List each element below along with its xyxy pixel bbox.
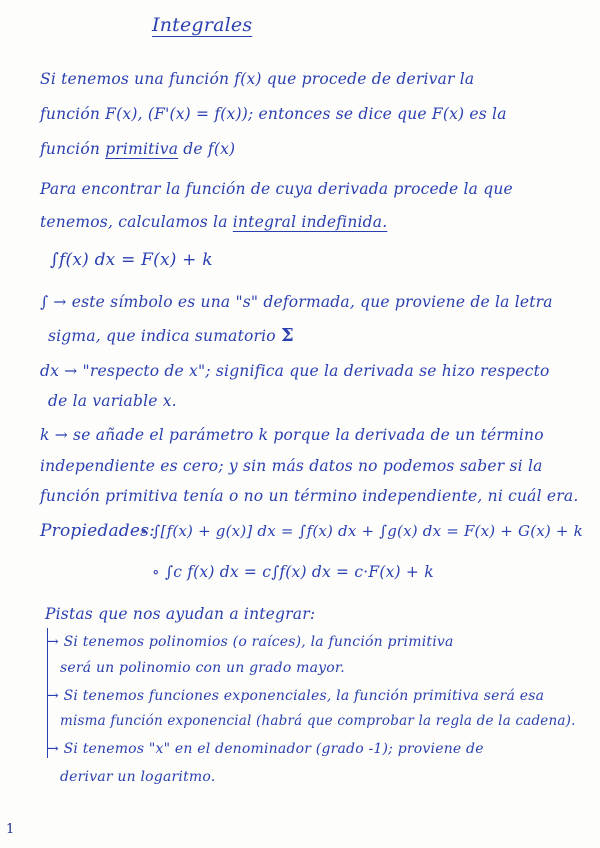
k-line-3: función primitiva tenía o no un término independiente, ni cuál era. [40,487,579,505]
sigma-symbol: Σ [280,325,294,346]
hint-3-line-2: derivar un logaritmo. [60,769,216,785]
primitiva-term: primitiva [105,140,179,158]
k-line-2: independiente es cero; y sin más datos no podemos saber si la [40,457,543,475]
dx-line-2: de la variable x. [48,392,177,410]
hint-2-line-1: → Si tenemos funciones exponenciales, la función primitiva será esa [47,688,545,704]
symbol-line-2-text: sigma, que indica sumatorio [48,327,276,345]
hint-1-line-2: será un polinomio con un grado mayor. [60,660,345,676]
property-2: ∘ ∫c f(x) dx = c∫f(x) dx = c·F(x) + k [152,563,434,581]
find-line-2-a: tenemos, calculamos la [40,213,228,231]
k-line-1: k → se añade el parámetro k porque la derivada de un término [40,426,544,444]
property-1: ∘ ∫[f(x) + g(x)] dx = ∫f(x) dx + ∫g(x) dx = F(x) + G(x) + k [140,522,583,540]
dx-line-1: dx → "respecto de x"; significa que la derivada se hizo respecto [40,362,550,380]
intro-line-1: Si tenemos una función f(x) que procede de derivar la [40,70,475,88]
hint-2-line-2: misma función exponencial (habrá que comprobar la regla de la cadena). [60,713,576,729]
intro-line-3-c: de f(x) [183,140,236,158]
integral-indefinida-term: integral indefinida. [232,213,388,231]
properties-label: Propiedades: [40,521,155,541]
hint-1-line-1: → Si tenemos polinomios (o raíces), la función primitiva [47,634,454,650]
intro-line-3 [40,140,235,158]
symbol-line-1: ∫ → este símbolo es una "s" deformada, que proviene de la letra [40,293,553,311]
hints-heading: Pistas que nos ayudan a integrar: [45,605,316,623]
find-line-1: Para encontrar la función de cuya derivada procede la que [40,180,513,198]
find-line-2 [40,213,387,231]
intro-line-3-a: función [40,140,101,158]
symbol-line-2 [48,325,294,346]
hint-3-line-1: → Si tenemos "x" en el denominador (grado -1); proviene de [47,741,484,757]
intro-line-2: función F(x), (F'(x) = f(x)); entonces se dice que F(x) es la [40,105,507,123]
page-title: Integrales [152,14,253,36]
page-number: 1 [6,822,15,837]
main-formula: ∫f(x) dx = F(x) + k [50,250,213,270]
